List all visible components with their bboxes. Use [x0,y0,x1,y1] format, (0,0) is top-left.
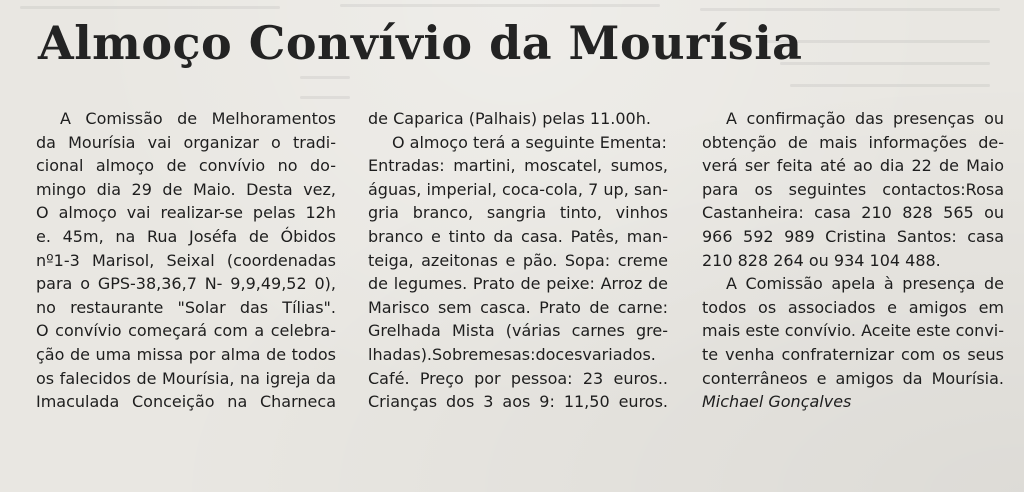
article-column-3 [702,107,1004,414]
article-text-line: lhadas).Sobremesas:docesvariados. [368,344,656,364]
article-text-line: e. 45m, na Rua Joséfa de Óbidos [36,226,336,246]
article-signature: Michael Gonçalves [702,392,852,412]
article-text-line: verá ser feita até ao dia 22 de Maio [702,156,1004,176]
article-text-line: mingo dia 29 de Maio. Desta vez, [36,179,336,199]
article-text-line: de Caparica (Palhais) pelas 11.00h. [368,109,651,128]
article-text-line: O almoço vai realizar-se pelas 12h [36,203,336,223]
article-headline: Almoço Convívio da Mourísia [38,16,803,70]
article-text-line: A Comissão apela à presença de [726,274,1004,294]
article-text-line: Grelhada Mista (várias carnes gre- [368,321,668,341]
article-text-line: cional almoço de convívio no do- [36,156,336,176]
article-column-2 [368,107,668,414]
article-text-line: nº1-3 Marisol, Seixal (coordenadas [36,250,336,270]
article-text-line: Entradas: martini, moscatel, sumos, [368,156,668,176]
article-text-line: ção de uma missa por alma de todos [36,344,336,364]
article-text-line: te venha confraternizar com os seus [702,344,1004,364]
article-text-line: gria branco, sangria tinto, vinhos [368,203,668,223]
article-text-line: todos os associados e amigos em [702,297,1004,317]
article-text-line: Imaculada Conceição na Charneca [36,392,336,412]
article-text-line: branco e tinto da casa. Patês, man- [368,226,668,246]
article-text-line: mais este convívio. Aceite este convi- [702,321,1004,341]
article-text-line: teiga, azeitonas e pão. Sopa: creme [368,250,668,270]
article-text-line: 966 592 989 Cristina Santos: casa [702,226,1004,246]
article-text-line: A confirmação das presenças ou [726,109,1004,128]
article-text-line: conterrâneos e amigos da Mourísia. [702,368,1004,388]
article-text-line: da Mourísia vai organizar o tradi- [36,132,336,152]
article-column-1 [36,107,336,414]
article-text-line: 210 828 264 ou 934 104 488. [702,250,941,270]
article-text-line: O convívio começará com a celebra- [36,321,336,341]
article-text-line: Café. Preço por pessoa: 23 euros.. [368,368,668,388]
article-text-line: Marisco sem casca. Prato de carne: [368,297,668,317]
article-text-line: O almoço terá a seguinte Ementa: [392,132,667,152]
article-text-line: os falecidos de Mourísia, na igreja da [36,368,336,388]
article-text-line: para o GPS-38,36,7 N- 9,9,49,52 0), [36,274,336,294]
article-text-line: A Comissão de Melhoramentos [60,109,336,128]
article-text-line: Castanheira: casa 210 828 565 ou [702,203,1004,223]
article-text-line: para os seguintes contactos:Rosa [702,179,1004,199]
article-text-line: de legumes. Prato de peixe: Arroz de [368,274,668,294]
article-text-line: no restaurante "Solar das Tílias". [36,297,336,317]
article-text-line: águas, imperial, coca-cola, 7 up, san- [368,179,668,199]
article-text-line: Crianças dos 3 aos 9: 11,50 euros. [368,392,668,412]
article-text-line: obtenção de mais informações de- [702,132,1004,152]
